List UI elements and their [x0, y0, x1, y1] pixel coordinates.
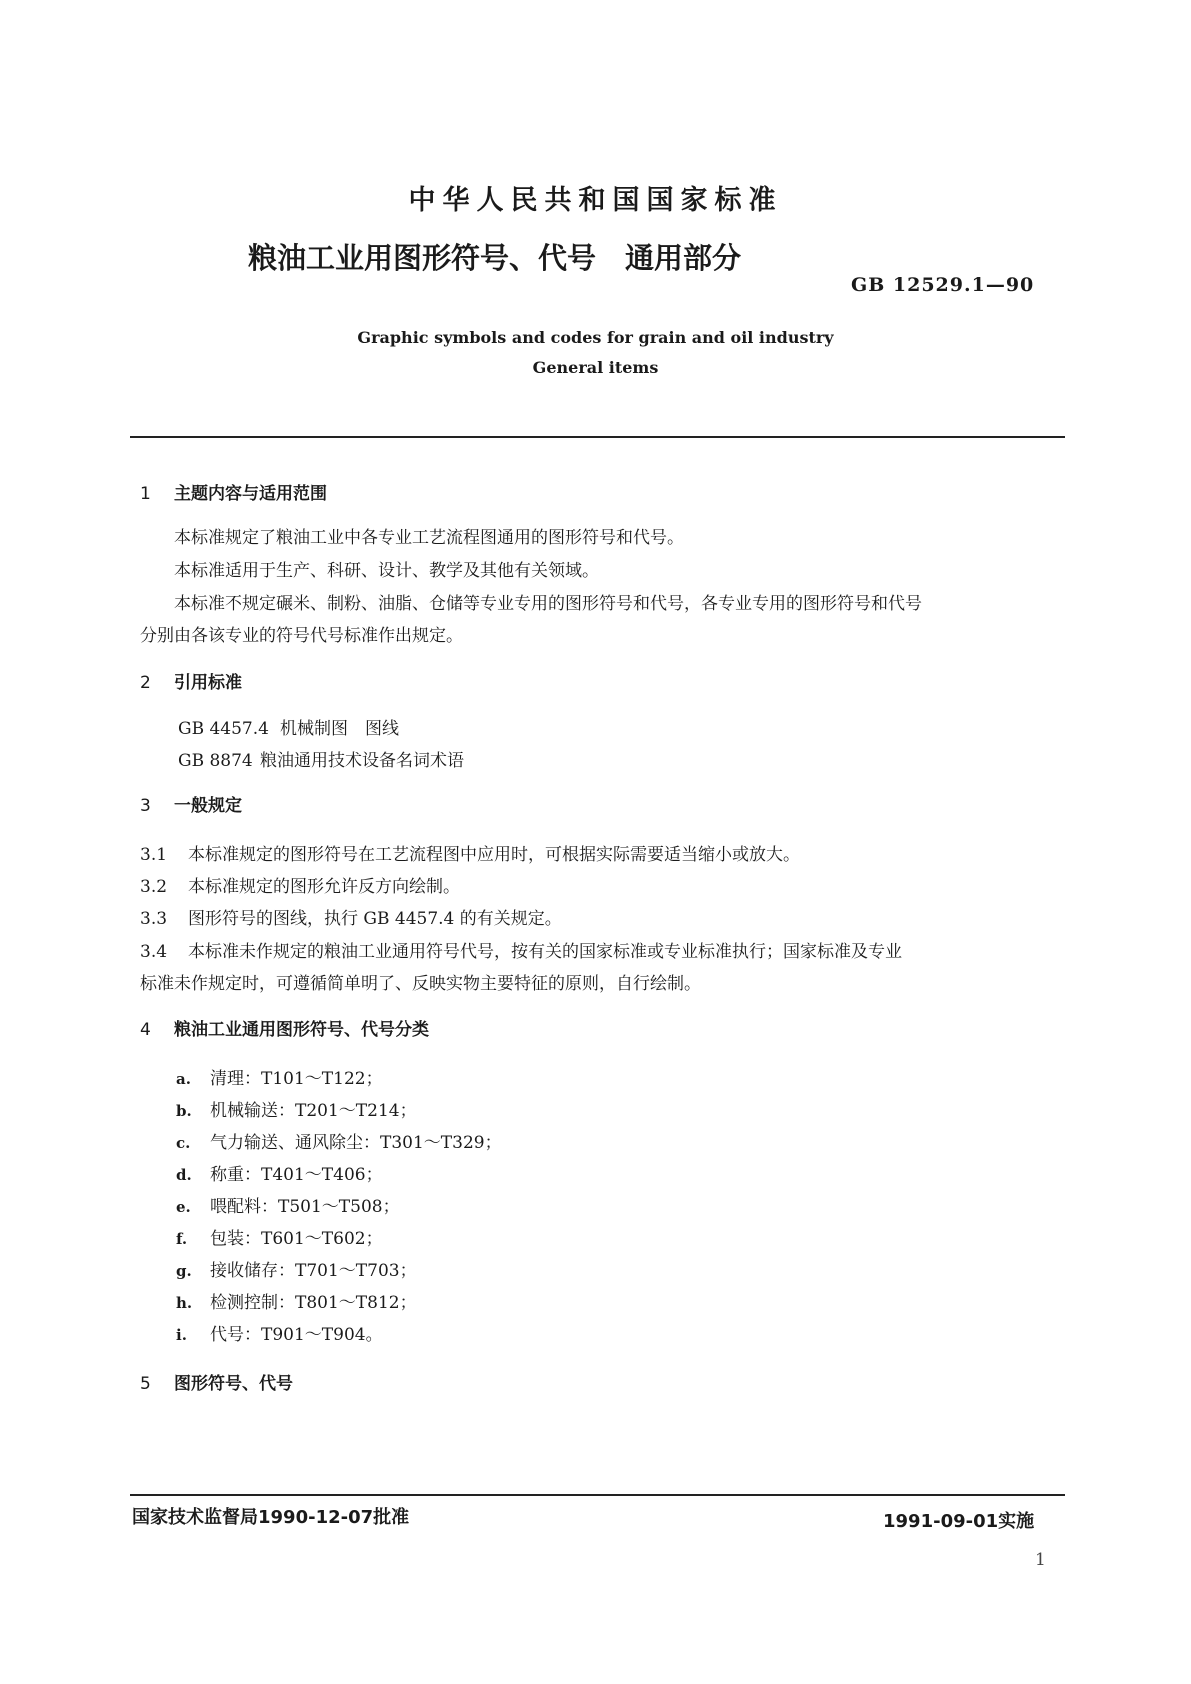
- effective-date: 1991-09-01实施: [883, 1511, 1035, 1532]
- reference-item: [178, 746, 464, 771]
- clause-3-2: [140, 872, 460, 897]
- list-item-letter: f.: [176, 1230, 188, 1248]
- list-item: [176, 1096, 417, 1121]
- list-item-letter: b.: [176, 1102, 192, 1120]
- list-item: [176, 1192, 400, 1217]
- list-item-letter: a.: [176, 1070, 191, 1088]
- list-item-text: 代号：T901～T904。: [210, 1325, 383, 1345]
- footer-divider: [130, 1494, 1065, 1496]
- list-item-text: 机械输送：T201～T214；: [210, 1101, 417, 1121]
- document-title-chinese: 粮油工业用图形符号、代号 通用部分: [248, 241, 742, 275]
- document-title-english: Graphic symbols and codes for grain and oil industry: [357, 328, 834, 347]
- clause-text: 本标准规定的图形允许反方向绘制。: [188, 877, 460, 897]
- section-number: 1: [140, 484, 151, 504]
- approval-date: 国家技术监督局1990-12-07批准: [132, 1507, 410, 1528]
- reference-name: 机械制图 图线: [280, 719, 399, 739]
- list-item-letter: e.: [176, 1198, 191, 1216]
- clause-3-1: [140, 840, 800, 865]
- list-item-letter: c.: [176, 1134, 191, 1152]
- section-title: 粮油工业通用图形符号、代号分类: [174, 1020, 429, 1040]
- section-title: 图形符号、代号: [174, 1374, 293, 1394]
- clause-3-4-continued: 标准未作规定时，可遵循简单明了、反映实物主要特征的原则，自行绘制。: [140, 974, 701, 994]
- clause-3-3: [140, 904, 562, 929]
- national-standard-title: 中华人民共和国国家标准: [408, 185, 783, 216]
- section-title: 引用标准: [174, 673, 242, 693]
- section-1-paragraph-3-continued: 分别由各该专业的符号代号标准作出规定。: [140, 626, 463, 646]
- reference-item: [178, 714, 399, 739]
- clause-text: 本标准规定的图形符号在工艺流程图中应用时，可根据实际需要适当缩小或放大。: [188, 845, 800, 865]
- list-item: [176, 1256, 417, 1281]
- clause-number: 3.2: [140, 877, 168, 897]
- list-item-text: 气力输送、通风除尘：T301～T329；: [210, 1133, 502, 1153]
- header-divider: [130, 436, 1065, 438]
- list-item-text: 包装：T601～T602；: [210, 1229, 383, 1249]
- clause-number: 3.1: [140, 845, 168, 865]
- section-5-heading: [140, 1369, 293, 1394]
- list-item: [176, 1224, 383, 1249]
- list-item-letter: i.: [176, 1326, 187, 1344]
- list-item: [176, 1320, 383, 1345]
- section-number: 3: [140, 796, 151, 816]
- list-item-text: 称重：T401～T406；: [210, 1165, 383, 1185]
- list-item: [176, 1128, 502, 1153]
- reference-name: 粮油通用技术设备名词术语: [260, 751, 464, 771]
- section-1-paragraph-3: 本标准不规定碾米、制粉、油脂、仓储等专业专用的图形符号和代号，各专业专用的图形符号和代号: [174, 594, 922, 614]
- clause-number: 3.4: [140, 942, 168, 962]
- document-subtitle-english: General items: [532, 358, 659, 377]
- list-item-text: 喂配料：T501～T508；: [210, 1197, 400, 1217]
- clause-text: 图形符号的图线，执行 GB 4457.4 的有关规定。: [188, 909, 562, 929]
- standard-code: GB 12529.1—90: [851, 274, 1035, 296]
- list-item-letter: h.: [176, 1294, 193, 1312]
- list-item: [176, 1064, 383, 1089]
- list-item-letter: d.: [176, 1166, 192, 1184]
- list-item-text: 接收储存：T701～T703；: [210, 1261, 417, 1281]
- section-number: 5: [140, 1374, 151, 1394]
- clause-text: 本标准未作规定的粮油工业通用符号代号，按有关的国家标准或专业标准执行；国家标准及专业: [188, 942, 902, 962]
- list-item-text: 清理：T101～T122；: [210, 1069, 383, 1089]
- section-4-heading: [140, 1015, 429, 1040]
- clause-number: 3.3: [140, 909, 168, 929]
- list-item: [176, 1288, 417, 1313]
- section-2-heading: [140, 668, 242, 693]
- reference-code: GB 8874: [178, 751, 253, 771]
- section-number: 2: [140, 673, 151, 693]
- section-title: 主题内容与适用范围: [174, 484, 327, 504]
- section-1-paragraph-1: 本标准规定了粮油工业中各专业工艺流程图通用的图形符号和代号。: [174, 528, 684, 548]
- list-item-text: 检测控制：T801～T812；: [210, 1293, 417, 1313]
- list-item-letter: g.: [176, 1262, 192, 1280]
- section-title: 一般规定: [174, 796, 242, 816]
- section-1-paragraph-2: 本标准适用于生产、科研、设计、教学及其他有关领域。: [174, 561, 599, 581]
- page-number: 1: [1035, 1550, 1046, 1570]
- section-1-heading: [140, 479, 327, 504]
- section-number: 4: [140, 1020, 151, 1040]
- list-item: [176, 1160, 383, 1185]
- reference-code: GB 4457.4: [178, 719, 269, 739]
- clause-3-4: [140, 937, 902, 962]
- section-3-heading: [140, 791, 242, 816]
